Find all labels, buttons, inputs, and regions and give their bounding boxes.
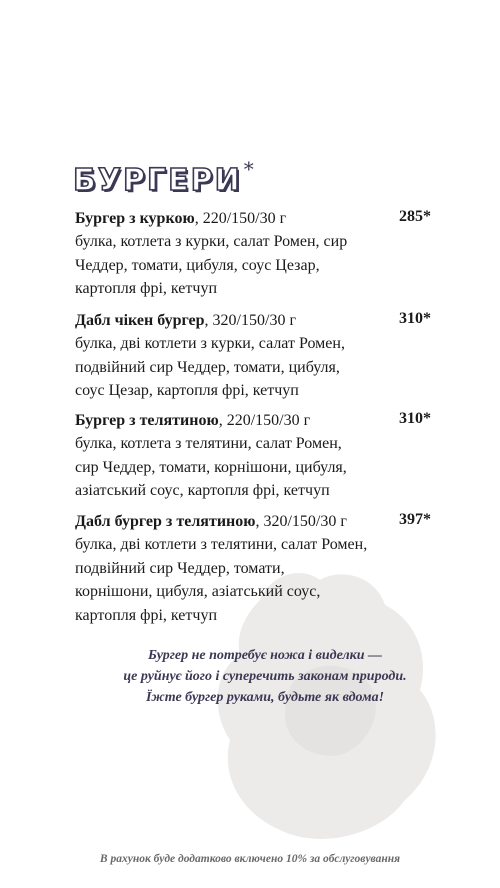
menu-item-description	[75, 533, 435, 627]
menu-item-price: 310*	[399, 410, 431, 427]
description-line: булка, дві котлети з курки, салат Ромен,	[75, 335, 345, 352]
menu-item-price: 310*	[399, 310, 431, 327]
menu-item-header	[75, 511, 435, 533]
menu-item-name: Дабл чікен бургер	[75, 312, 205, 329]
note-line: Бургер не потребує ножа і виделки —	[147, 648, 383, 663]
note-line: це руйнує його і суперечить законам природи.	[123, 669, 407, 684]
menu-item-weight: , 320/150/30 г	[204, 312, 296, 329]
menu-item-description	[75, 230, 435, 301]
description-line: соус Цезар, картопля фрі, кетчуп	[75, 382, 299, 399]
description-line: Чеддер, томати, цибуля, соус Цезар,	[75, 256, 320, 274]
menu-item-double-chicken-burger	[75, 310, 435, 403]
menu-item-price: 397*	[399, 511, 431, 528]
note-line: Їжте бургер руками, будьте як вдома!	[145, 690, 385, 705]
menu-item-description	[75, 332, 435, 403]
description-line: картопля фрі, кетчуп	[75, 280, 217, 297]
menu-item-veal-burger	[75, 410, 435, 503]
menu-item-chicken-burger	[75, 208, 435, 301]
menu-item-price: 285*	[399, 208, 431, 225]
burger-etiquette-note	[100, 645, 430, 708]
description-line: подвійний сир Чеддер, томати,	[75, 559, 285, 577]
menu-item-double-veal-burger	[75, 511, 435, 627]
menu-item-header	[75, 208, 435, 230]
description-line: подвійний сир Чеддер, томати, цибуля,	[75, 358, 340, 376]
description-line: картопля фрі, кетчуп	[75, 606, 217, 624]
service-charge-footer: В рахунок буде додатково включено 10% за обслуговування	[99, 853, 401, 865]
menu-item-name: Бургер з куркою	[75, 210, 195, 227]
menu-item-weight: , 320/150/30 г	[255, 513, 347, 530]
menu-item-name: Дабл бургер з телятиною	[75, 513, 256, 530]
description-line: булка, котлета з телятини, салат Ромен,	[75, 435, 342, 452]
menu-item-header	[75, 310, 435, 332]
menu-item-description	[75, 432, 435, 503]
menu-item-weight: , 220/150/30 г	[194, 210, 287, 227]
description-line: сир Чеддер, томати, корнішони, цибуля,	[75, 458, 347, 476]
description-line: булка, дві котлети з телятини, салат Ромен,	[75, 536, 368, 553]
section-title-mark: *	[243, 157, 254, 181]
menu-item-header	[75, 410, 435, 432]
section-title: БУРГЕРИ	[73, 163, 242, 198]
description-line: корнішони, цибуля, азіатський соус,	[75, 583, 321, 600]
section-header	[73, 157, 254, 198]
description-line: азіатський соус, картопля фрі, кетчуп	[75, 482, 330, 499]
menu-item-weight: , 220/150/30 г	[218, 412, 311, 429]
menu-item-name: Бургер з телятиною	[75, 412, 219, 429]
description-line: булка, котлета з курки, салат Ромен, сир	[75, 233, 348, 250]
